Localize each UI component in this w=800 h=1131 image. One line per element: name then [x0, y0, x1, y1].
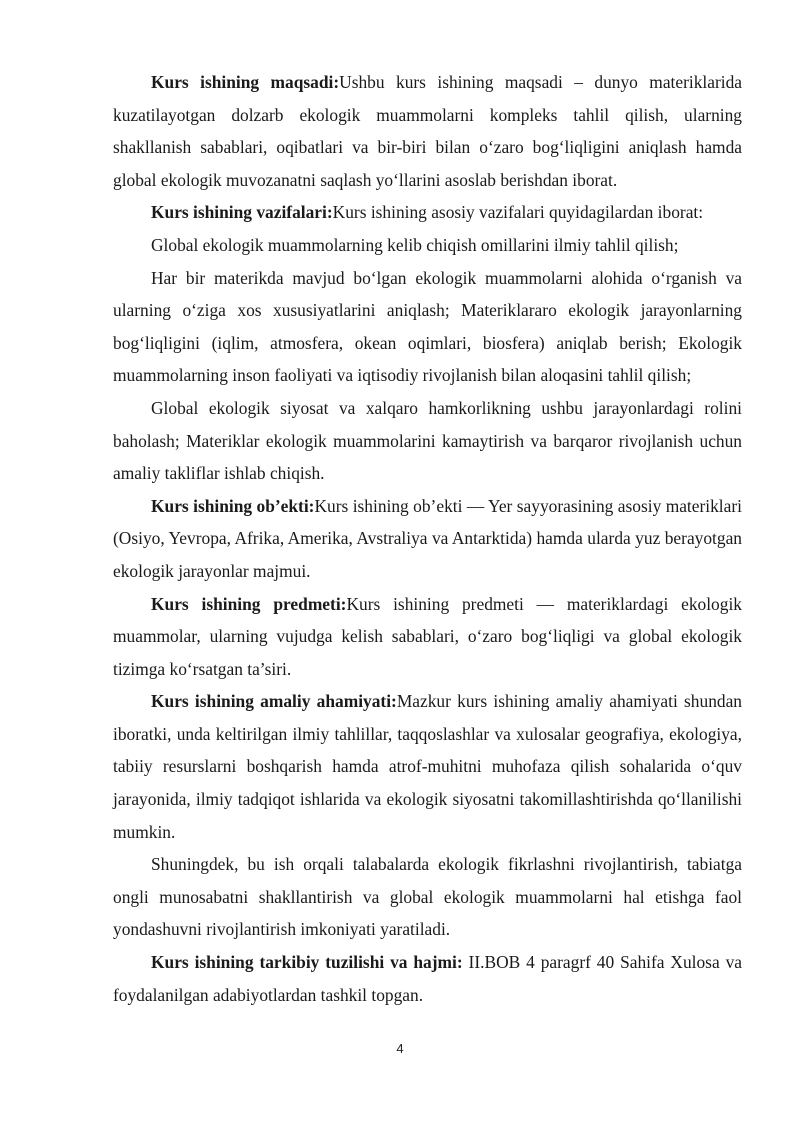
heading-tarkib: Kurs ishining tarkibiy tuzilishi va hajmi: — [151, 952, 463, 973]
heading-maqsad: Kurs ishining maqsadi: — [151, 72, 340, 92]
paragraph-vazifa-3 — [113, 392, 742, 490]
heading-ahamiyat: Kurs ishining amaliy ahamiyati: — [151, 691, 397, 712]
paragraph-shuningdek — [113, 848, 742, 946]
text-ahamiyat: Mazkur kurs ishining amaliy ahamiyati shundan iboratki, unda keltirilgan ilmiy tahlillar, taqqoslashlar va xulosalar geografiya, ekologiya, tabiiy resurslarni boshqarish hamda atrof-muhitni muhofaza qilish sohalarida o‘quv jarayonida, ilmiy tadqiqot ishlarida va ekologik siyosatni takomillashtirishda qo‘llanilishi mumkin. — [113, 691, 742, 842]
heading-vazifalar: Kurs ishining vazifalari: — [151, 202, 333, 223]
text-vazifa-3: Global ekologik siyosat va xalqaro hamkorlikning ushbu jarayonlardagi rolini baholash; Materiklar ekologik muammolarini kamaytirish va barqaror rivojlanish uchun amaliy takliflar ishlab chiqish. — [113, 397, 742, 484]
text-tarkib: II.BOB 4 paragrf 40 Sahifa Xulosa va foydalanilgan adabiyotlardan tashkil topgan. — [113, 952, 742, 1005]
paragraph-ahamiyat — [113, 685, 742, 848]
paragraph-tarkib — [113, 946, 742, 1011]
text-vazifa-1: Global ekologik muammolarning kelib chiqish omillarini ilmiy tahlil qilish; — [151, 234, 679, 255]
heading-predmet: Kurs ishining predmeti: — [151, 593, 347, 614]
text-vazifalar: Kurs ishining asosiy vazifalari quyidagilardan iborat: — [332, 202, 704, 223]
document-page — [113, 66, 742, 1011]
text-maqsad: Ushbu kurs ishining maqsadi – dunyo materiklarida kuzatilayotgan dolzarb ekologik muammolarni kompleks tahlil qilish, ularning shakllanish sabablari, oqibatlari va bir-biri bilan o‘zaro bog‘liqligini aniqlash hamda global ekologik muvozanatni saqlash yo‘llarini asoslab berishdan iborat. — [113, 72, 743, 190]
paragraph-maqsad — [113, 66, 742, 196]
text-vazifa-2: Har bir materikda mavjud bo‘lgan ekologik muammolarni alohida o‘rganish va ularning o‘ziga xos xususiyatlarini aniqlash; Materiklararo ekologik jarayonlarning bog‘liqligini (iqlim, atmosfera, okean oqimlari, biosfera) aniqlab berish; Ekologik muammolarning inson faoliyati va iqtisodiy rivojlanish bilan aloqasini tahlil qilish; — [113, 267, 742, 386]
paragraph-predmet — [113, 588, 742, 686]
page-number: 4 — [396, 1041, 404, 1056]
text-predmet: Kurs ishining predmeti — materiklardagi ekologik muammolar, ularning vujudga kelish sabablari, o‘zaro bog‘liqligi va global ekologik tizimga ko‘rsatgan ta’siri. — [113, 593, 742, 679]
paragraph-obekt — [113, 490, 742, 588]
text-obekt: Kurs ishining ob’ekti — Yer sayyorasining asosiy materiklari (Osiyo, Yevropa, Afrika, Amerika, Avstraliya va Antarktida) hamda ularda yuz berayotgan ekologik jarayonlar majmui. — [113, 495, 742, 581]
paragraph-vazifalar — [113, 196, 742, 229]
paragraph-vazifa-1 — [113, 229, 742, 262]
heading-obekt: Kurs ishining ob’ekti: — [151, 495, 315, 516]
text-shuningdek: Shuningdek, bu ish orqali talabalarda ekologik fikrlashni rivojlantirish, tabiatga ongli munosabatni shakllantirish va global ekologik muammolarni hal etishga faol yondashuvni rivojlantirish imkoniyati yaratiladi. — [113, 854, 742, 940]
paragraph-vazifa-2 — [113, 262, 742, 392]
